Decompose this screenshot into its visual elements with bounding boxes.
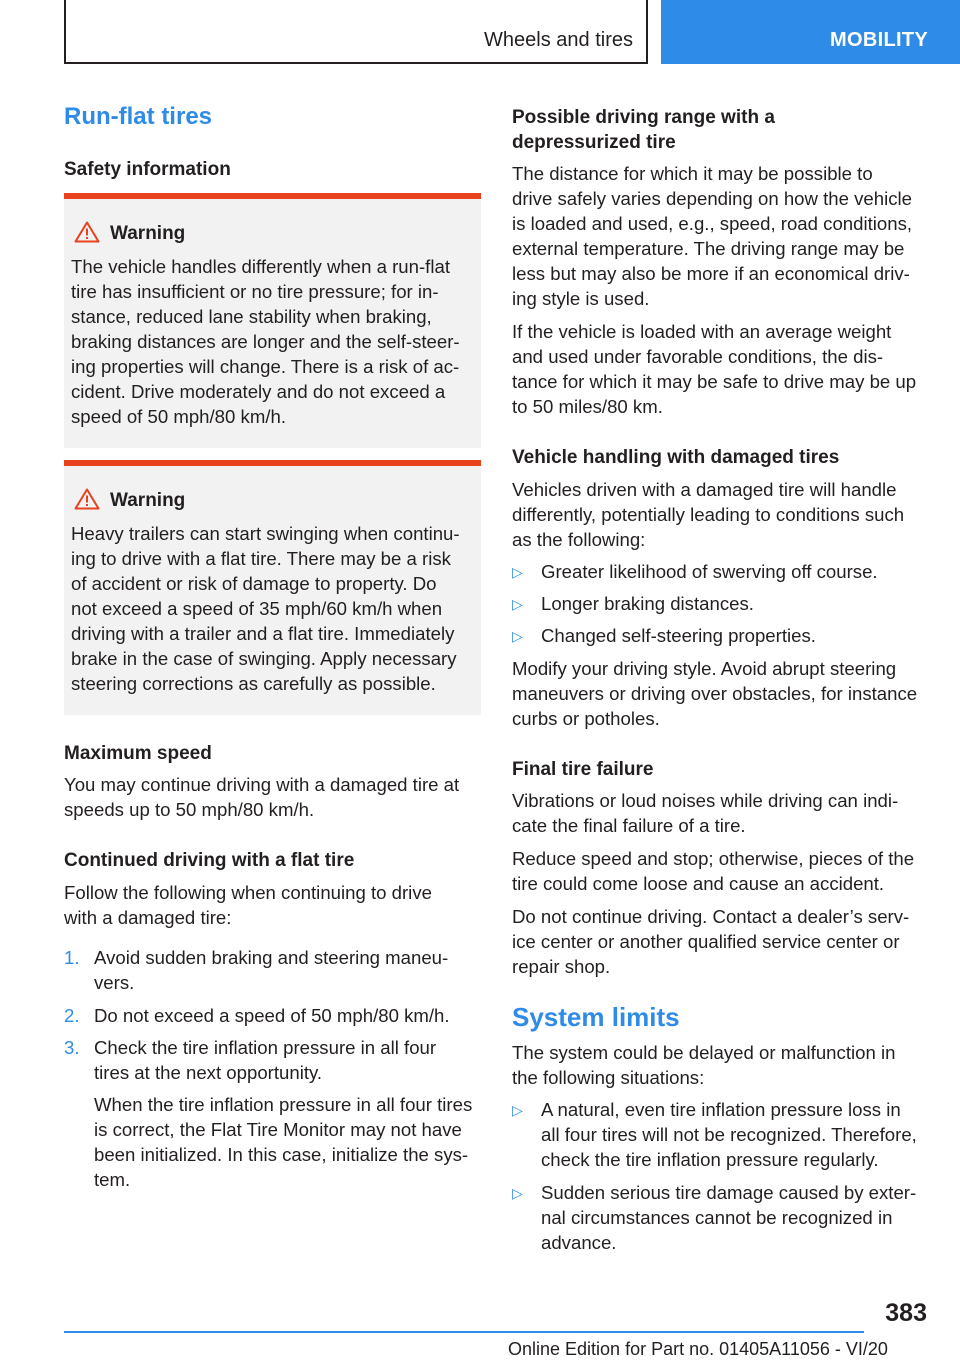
footer-divider [64,1331,864,1333]
bullet-text: check the tire inflation pressure regularly. [541,1149,879,1170]
step-note-line: is correct, the Flat Tire Monitor may not have [94,1119,462,1140]
bullet-triangle-icon: ▷ [512,628,523,644]
continued-driving-heading: Continued driving with a flat tire [64,850,355,871]
paragraph-line: tire could come loose and cause an accident. [512,873,885,894]
paragraph-line: less but may also be more if an economical driv- [512,263,910,284]
paragraph-line: is loaded and used, e.g., speed, road conditions, [512,213,913,234]
header-chapter-title: MOBILITY [830,29,928,51]
page-number: 383 [885,1299,927,1327]
paragraph-line: Do not continue driving. Contact a dealer’s serv- [512,906,910,927]
paragraph-line: cate the final failure of a tire. [512,815,746,836]
paragraph-line: differently, potentially leading to conditions such [512,504,905,525]
bullet-text: Longer braking distances. [541,593,754,614]
paragraph-line: Modify your driving style. Avoid abrupt steering [512,658,897,679]
warning-text-line: brake in the case of swinging. Apply necessary [71,648,457,669]
warning-text-line: stance, reduced lane stability when braking, [71,306,432,327]
page-header [0,0,960,66]
paragraph-line: Vehicles driven with a damaged tire will handle [512,479,897,500]
step-text-line: Avoid sudden braking and steering maneu- [94,947,449,968]
paragraph-line: Reduce speed and stop; otherwise, pieces of the [512,848,915,869]
paragraph-line: and used under favorable conditions, the dis- [512,346,884,367]
paragraph-line: Follow the following when continuing to drive [64,882,432,903]
warning-text-line: speed of 50 mph/80 km/h. [71,406,286,427]
step-text-line: vers. [94,972,135,993]
warning-triangle-icon [74,221,100,243]
step-number: 2. [64,1005,80,1026]
header-section-tab [64,0,648,64]
bullet-text: Greater likelihood of swerving off course. [541,561,878,582]
driving-range-heading: Possible driving range with a [512,107,775,128]
paragraph-line: with a damaged tire: [64,907,232,928]
bullet-triangle-icon: ▷ [512,1102,523,1118]
bullet-text: nal circumstances cannot be recognized in [541,1207,893,1228]
driving-range-heading: depressurized tire [512,132,676,153]
step-number: 3. [64,1037,80,1058]
warning-box-2 [64,460,481,715]
warning-text-line: Heavy trailers can start swinging when continu- [71,523,460,544]
step-text-line: tires at the next opportunity. [94,1062,323,1083]
warning-text-line: tire has insufficient or no tire pressure; for in- [71,281,439,302]
bullet-triangle-icon: ▷ [512,564,523,580]
safety-heading: Safety information [64,159,231,180]
step-text-line: Do not exceed a speed of 50 mph/80 km/h. [94,1005,450,1026]
max-speed-heading: Maximum speed [64,743,212,764]
paragraph-line: curbs or potholes. [512,708,660,729]
paragraph-line: maneuvers or driving over obstacles, for instance [512,683,918,704]
paragraph-line: tance for which it may be safe to drive may be up [512,371,917,392]
paragraph-line: to 50 miles/80 km. [512,396,663,417]
bullet-text: Sudden serious tire damage caused by exter- [541,1182,917,1203]
footer-edition: Online Edition for Part no. 01405A11056 - VI/20 [508,1339,888,1359]
step-note-line: When the tire inflation pressure in all four tires [94,1094,473,1115]
step-text-line: Check the tire inflation pressure in all four [94,1037,437,1058]
warning-text-line: not exceed a speed of 35 mph/60 km/h when [71,598,443,619]
paragraph-line: drive safely varies depending on how the vehicle [512,188,913,209]
header-chapter-tab [661,0,960,64]
paragraph-line: The system could be delayed or malfunction in [512,1042,896,1063]
bullet-text: Changed self-steering properties. [541,625,816,646]
paragraph-line: repair shop. [512,956,611,977]
warning-triangle-icon [74,488,100,510]
paragraph-line: ice center or another qualified service center or [512,931,900,952]
warning-text-line: ing properties will change. There is a risk of ac- [71,356,460,377]
paragraph-line: speeds up to 50 mph/80 km/h. [64,799,315,820]
bullet-text: A natural, even tire inflation pressure loss in [541,1099,901,1120]
warning-text-line: ing to drive with a flat tire. There may be a risk [71,548,451,569]
warning-text-line: braking distances are longer and the self-steer- [71,331,460,352]
warning-box-1 [64,193,481,448]
warning-title: Warning [110,223,186,244]
bullet-text: all four tires will not be recognized. Therefore, [541,1124,917,1145]
section-title-run-flat: Run-flat tires [64,103,213,130]
paragraph-line: ing style is used. [512,288,650,309]
step-note-line: tem. [94,1169,131,1190]
paragraph-line: the following situations: [512,1067,705,1088]
bullet-text: advance. [541,1232,617,1253]
paragraph-line: The distance for which it may be possible to [512,163,873,184]
warning-text-line: The vehicle handles differently when a run-flat [71,256,450,277]
warning-text-line: driving with a trailer and a flat tire. Immediately [71,623,455,644]
step-note-line: been initialized. In this case, initialize the sys- [94,1144,469,1165]
paragraph-line: If the vehicle is loaded with an average weight [512,321,892,342]
final-tire-failure-heading: Final tire failure [512,759,654,780]
warning-title: Warning [110,490,186,511]
header-section-title: Wheels and tires [484,29,633,51]
paragraph-line: as the following: [512,529,646,550]
section-title-system-limits: System limits [512,1002,680,1032]
bullet-triangle-icon: ▷ [512,596,523,612]
warning-text-line: of accident or risk of damage to property. Do [71,573,437,594]
warning-text-line: steering corrections as carefully as possible. [71,673,436,694]
paragraph-line: external temperature. The driving range may be [512,238,905,259]
paragraph-line: You may continue driving with a damaged tire at [64,774,460,795]
paragraph-line: Vibrations or loud noises while driving can indi- [512,790,899,811]
warning-text-line: cident. Drive moderately and do not exceed a [71,381,446,402]
bullet-triangle-icon: ▷ [512,1185,523,1201]
vehicle-handling-heading: Vehicle handling with damaged tires [512,447,840,468]
step-number: 1. [64,947,80,968]
